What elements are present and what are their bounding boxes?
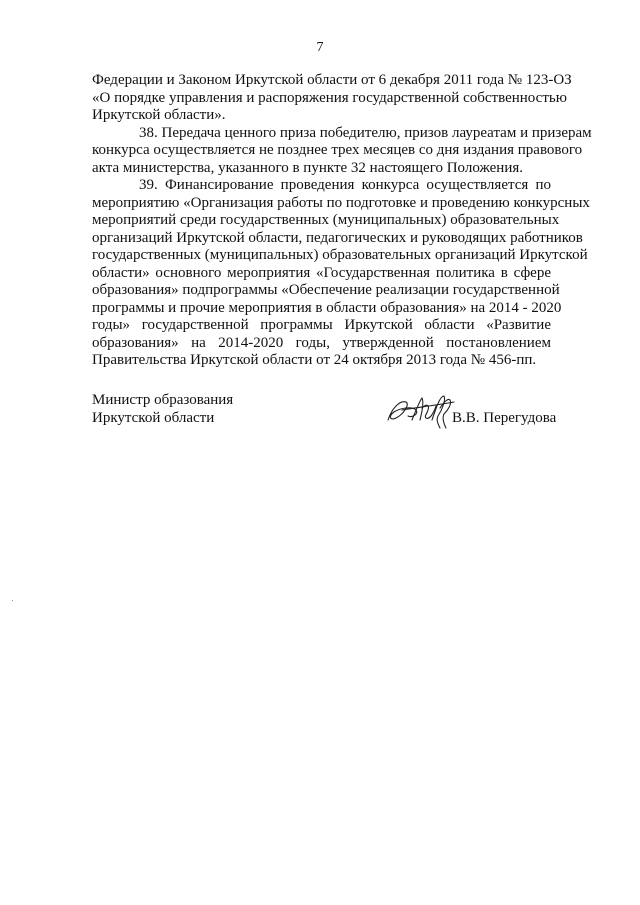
text-line: Правительства Иркутской области от 24 октября 2013 года № 456-пп. <box>92 352 537 368</box>
text-line: Федерации и Законом Иркутской области от 6 декабря 2011 года № 123-ОЗ <box>92 72 572 88</box>
text-line: конкурса осуществляется не позднее трех месяцев со дня издания правового <box>92 142 583 158</box>
signatory-title-line-1: Министр образования <box>92 392 234 408</box>
text-line: мероприятию «Организация работы по подготовке и проведению конкурсных <box>92 194 590 211</box>
page-number: 7 <box>316 40 324 55</box>
signatory-title-line-2: Иркутской области <box>92 410 215 426</box>
paragraph-38-first-line: 38. Передача ценного приза победителю, призов лауреатам и призерам <box>139 124 592 141</box>
text-line: области» основного мероприятия «Государственная политика в сфере <box>92 264 551 281</box>
text-line: мероприятий среди государственных (муниципальных) образовательных <box>92 212 560 228</box>
paragraph-39-first-line: 39. Финансирование проведения конкурса осуществляется по <box>139 177 551 193</box>
text-line: образования» на 2014-2020 годы, утвержденной постановлением <box>92 334 551 351</box>
text-line: программы и прочие мероприятия в области образования» на 2014 - 2020 <box>92 299 562 316</box>
text-line: государственных (муниципальных) образовательных организаций Иркутской <box>92 247 588 263</box>
text-line: Иркутской области». <box>92 107 226 123</box>
text-line: организаций Иркутской области, педагогических и руководящих работников <box>92 229 583 246</box>
text-line: акта министерства, указанного в пункте 32 настоящего Положения. <box>92 159 523 176</box>
scan-artifact-dot <box>12 600 13 601</box>
text-line: годы» государственной программы Иркутской области «Развитие <box>92 317 551 333</box>
handwritten-signature <box>382 390 462 430</box>
signature-block <box>92 390 562 440</box>
text-line: «О порядке управления и распоряжения государственной собственностью <box>92 89 567 106</box>
signatory-name: В.В. Перегудова <box>452 410 557 426</box>
document-body <box>92 72 592 370</box>
text-line: образования» подпрограммы «Обеспечение реализации государственной <box>92 282 560 298</box>
